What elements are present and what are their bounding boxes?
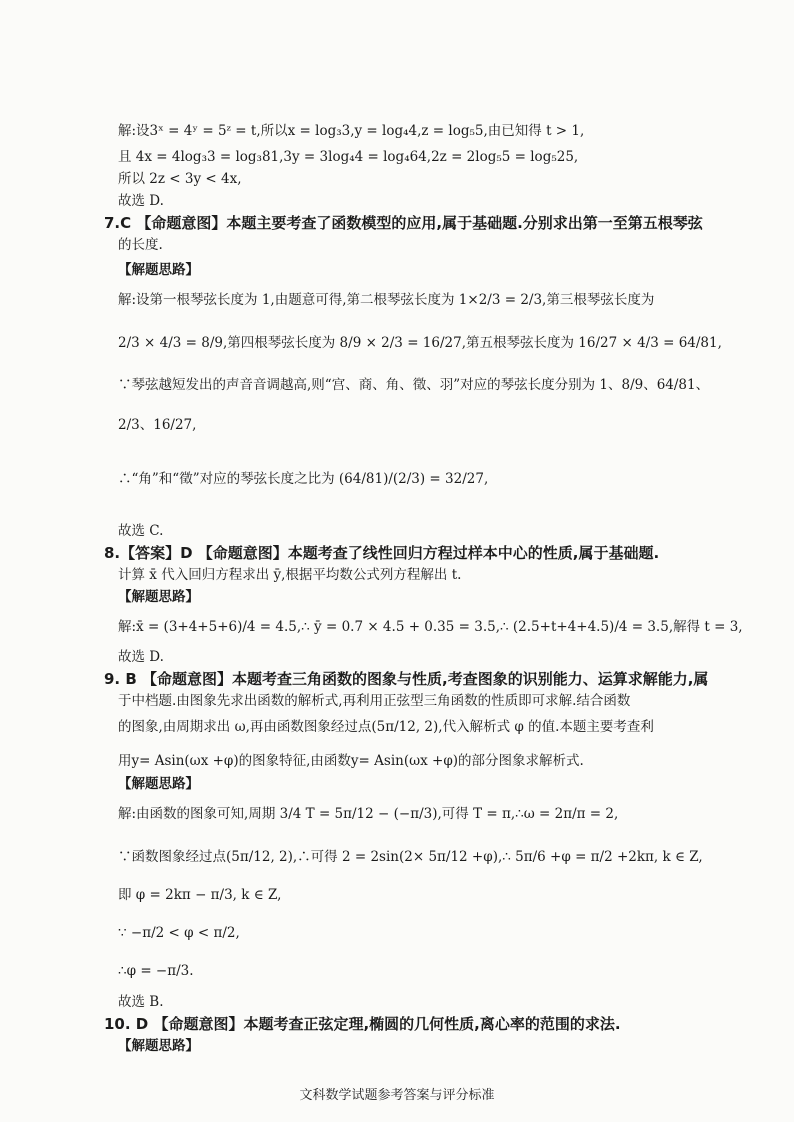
text-line: 解:设3ˣ = 4ʸ = 5ᶻ = t,所以x = log₃3,y = log₄4,z = log₅5,由已知得 t > 1, [118,123,585,139]
text-line: 所以 2z < 3y < 4x, [118,171,242,187]
text-line: 2/3、16/27, [118,417,197,433]
text-line: 解:x̄ = (3+4+5+6)/4 = 4.5,∴ ȳ = 0.7 × 4.5 + 0.35 = 3.5,∴ (2.5+t+4+4.5)/4 = 3.5,解得 t = 3, [118,619,743,635]
text-line: ∵函数图象经过点(5π/12, 2),∴可得 2 = 2sin(2× 5π/12 +φ),∴ 5π/6 +φ = π/2 +2kπ, k ∈ Z, [118,849,703,865]
text-line: 故选 D. [118,193,164,209]
text-line: 【解题思路】 [118,776,199,792]
text-line: 解:设第一根琴弦长度为 1,由题意可得,第二根琴弦长度为 1×2/3 = 2/3,第三根琴弦长度为 [118,292,655,308]
text-line: 故选 B. [118,994,164,1010]
text-line: 2/3 × 4/3 = 8/9,第四根琴弦长度为 8/9 × 2/3 = 16/27,第五根琴弦长度为 16/27 × 4/3 = 64/81, [118,335,722,351]
text-line: 故选 C. [118,523,164,539]
text-line: 且 4x = 4log₃3 = log₃81,3y = 3log₄4 = log₄64,2z = 2log₅5 = log₅25, [118,149,579,165]
text-line: 用y= Asin(ωx +φ)的图象特征,由函数y= Asin(ωx +φ)的部分图象求解析式. [118,753,584,769]
page-footer: 文科数学试题参考答案与评分标准 [299,1088,495,1103]
text-line: 即 φ = 2kπ − π/3, k ∈ Z, [118,887,282,903]
text-line: 于中档题.由图象先求出函数的解析式,再利用正弦型三角函数的性质即可求解.结合函数 [118,693,631,709]
text-line: 计算 x̄ 代入回归方程求出 ȳ,根据平均数公式列方程解出 t. [118,567,462,583]
text-line: 10. D 【命题意图】本题考查正弦定理,椭圆的几何性质,离心率的范围的求法. [104,1015,621,1033]
text-line: 解:由函数的图象可知,周期 3/4 T = 5π/12 − (−π/3),可得 T = π,∴ω = 2π/π = 2, [118,806,619,822]
text-line: ∴φ = −π/3. [118,963,194,979]
text-line: 的长度. [118,237,163,253]
text-line: 7.C 【命题意图】本题主要考查了函数模型的应用,属于基础题.分别求出第一至第五根琴弦 [104,214,703,232]
text-line: 故选 D. [118,649,164,665]
text-line: 【解题思路】 [118,262,199,278]
text-line: 【解题思路】 [118,1038,199,1054]
text-line: 【解题思路】 [118,589,199,605]
text-line: 9. B 【命题意图】本题考查三角函数的图象与性质,考查图象的识别能力、运算求解能力,属 [104,670,709,688]
text-line: 的图象,由周期求出 ω,再由函数图象经过点(5π/12, 2),代入解析式 φ 的值.本题主要考查利 [118,719,654,735]
text-line: ∵琴弦越短发出的声音音调越高,则“宫、商、角、徵、羽”对应的琴弦长度分别为 1、8/9、64/81、 [118,377,710,393]
text-line: ∵ −π/2 < φ < π/2, [118,925,240,941]
text-line: 8.【答案】D 【命题意图】本题考查了线性回归方程过样本中心的性质,属于基础题. [104,544,660,562]
text-line: ∴“角”和“徵”对应的琴弦长度之比为 (64/81)/(2/3) = 32/27, [118,471,489,487]
